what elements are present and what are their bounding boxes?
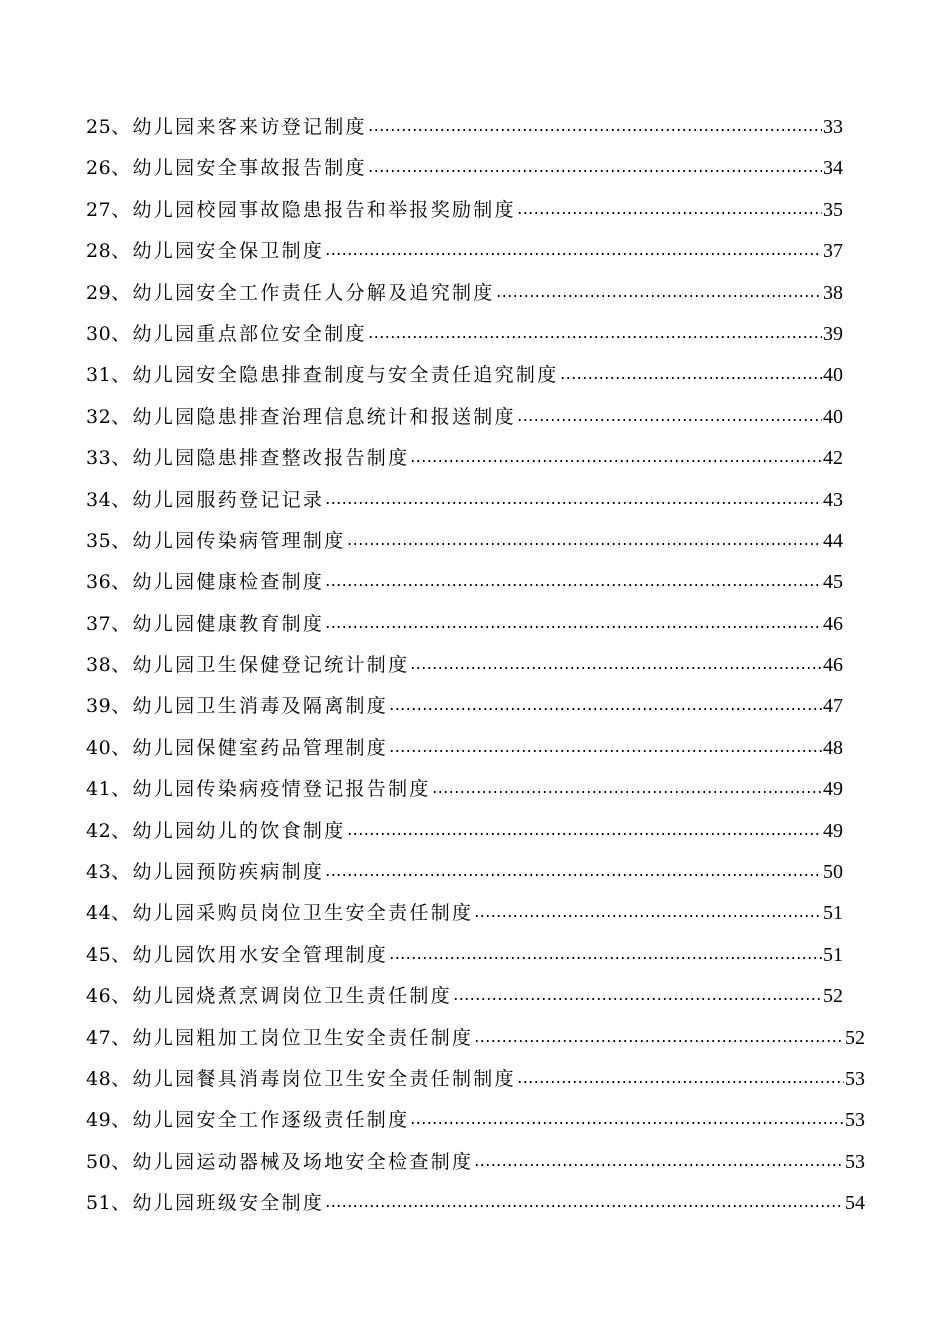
toc-entry-page-number: 43 — [823, 488, 843, 511]
toc-entry[interactable] — [86, 480, 886, 521]
toc-entry[interactable] — [86, 190, 886, 231]
toc-entry[interactable] — [86, 976, 886, 1017]
dot-leader — [496, 273, 822, 314]
toc-entry-title: 幼儿园重点部位安全制度 — [132, 322, 367, 345]
toc-entry-number: 39 — [86, 695, 112, 718]
toc-entry-separator: 、 — [111, 488, 133, 511]
toc-entry-separator: 、 — [111, 571, 133, 594]
toc-entry-separator: 、 — [111, 861, 133, 884]
toc-entry-title: 幼儿园健康检查制度 — [132, 571, 325, 594]
toc-entry[interactable] — [86, 397, 886, 438]
toc-entry[interactable] — [86, 935, 886, 976]
toc-entry-page-number: 53 — [845, 1067, 865, 1090]
toc-entry[interactable] — [86, 604, 886, 645]
toc-entry-title: 幼儿园隐患排查治理信息统计和报送制度 — [132, 405, 516, 428]
dot-leader — [325, 562, 822, 603]
toc-entry-number: 28 — [86, 240, 112, 263]
toc-entry-separator: 、 — [111, 240, 133, 263]
dot-leader — [389, 935, 822, 976]
toc-entry-heading — [86, 645, 409, 686]
toc-entry-separator: 、 — [111, 198, 133, 221]
toc-entry-number: 32 — [86, 405, 112, 428]
dot-leader — [325, 1183, 844, 1224]
toc-entry-separator: 、 — [111, 736, 133, 759]
toc-entry-number: 46 — [86, 985, 112, 1008]
toc-entry-title: 幼儿园烧煮烹调岗位卫生责任制度 — [132, 985, 453, 1008]
toc-entry-number: 51 — [86, 1192, 112, 1215]
toc-entry-title: 幼儿园饮用水安全管理制度 — [132, 943, 389, 966]
toc-entry-separator: 、 — [111, 1150, 133, 1173]
dot-leader — [389, 686, 822, 727]
toc-entry-heading — [86, 397, 516, 438]
toc-entry-page-number: 34 — [823, 157, 843, 180]
toc-entry-page-number: 40 — [823, 364, 843, 387]
toc-entry-number: 48 — [86, 1067, 112, 1090]
toc-entry-number: 50 — [86, 1150, 112, 1173]
dot-leader — [347, 811, 822, 852]
toc-entry-page-number: 50 — [823, 861, 843, 884]
dot-leader — [347, 521, 822, 562]
toc-entry[interactable] — [86, 438, 886, 479]
toc-entry-separator: 、 — [111, 447, 133, 470]
toc-entry-heading — [86, 1183, 324, 1224]
dot-leader — [453, 976, 822, 1017]
toc-entry-page-number: 44 — [823, 529, 843, 552]
toc-entry[interactable] — [86, 273, 886, 314]
toc-entry-title: 幼儿园卫生保健登记统计制度 — [132, 654, 410, 677]
toc-entry-page-number: 51 — [823, 902, 843, 925]
dot-leader — [410, 645, 822, 686]
toc-entry-heading — [86, 480, 324, 521]
toc-entry-separator: 、 — [111, 943, 133, 966]
toc-entry-title: 幼儿园餐具消毒岗位卫生安全责任制制度 — [132, 1067, 516, 1090]
toc-entry-page-number: 37 — [823, 240, 843, 263]
toc-entry[interactable] — [86, 1018, 886, 1059]
toc-entry[interactable] — [86, 811, 886, 852]
toc-entry-heading — [86, 521, 346, 562]
toc-entry-number: 31 — [86, 364, 112, 387]
toc-entry-heading — [86, 852, 324, 893]
toc-entry-heading — [86, 1018, 473, 1059]
dot-leader — [474, 1018, 844, 1059]
toc-entry-title: 幼儿园健康教育制度 — [132, 612, 325, 635]
toc-entry[interactable] — [86, 314, 886, 355]
toc-entry-page-number: 52 — [845, 1026, 865, 1049]
toc-entry-number: 43 — [86, 861, 112, 884]
toc-entry-heading — [86, 1059, 516, 1100]
dot-leader — [389, 728, 822, 769]
toc-entry-separator: 、 — [111, 1192, 133, 1215]
toc-entry-number: 47 — [86, 1026, 112, 1049]
toc-entry-separator: 、 — [111, 985, 133, 1008]
toc-entry-number: 40 — [86, 736, 112, 759]
toc-entry-page-number: 46 — [823, 612, 843, 635]
toc-entry-page-number: 38 — [823, 281, 843, 304]
table-of-contents — [86, 107, 886, 1225]
toc-entry-number: 25 — [86, 116, 112, 138]
toc-entry[interactable] — [86, 1059, 886, 1100]
toc-entry-heading — [86, 148, 367, 189]
toc-entry-separator: 、 — [111, 778, 133, 801]
toc-entry-heading — [86, 1142, 473, 1183]
toc-entry-page-number: 49 — [823, 778, 843, 801]
toc-entry-separator: 、 — [111, 405, 133, 428]
dot-leader — [432, 769, 822, 810]
toc-entry-number: 44 — [86, 902, 112, 925]
toc-entry-number: 42 — [86, 819, 112, 842]
toc-entry-separator: 、 — [111, 695, 133, 718]
toc-entry-separator: 、 — [111, 819, 133, 842]
toc-entry-separator: 、 — [111, 116, 133, 138]
toc-entry-separator: 、 — [111, 1109, 133, 1132]
toc-entry[interactable] — [86, 355, 886, 396]
toc-entry-page-number: 33 — [823, 116, 843, 138]
toc-entry-number: 30 — [86, 322, 112, 345]
toc-entry-number: 29 — [86, 281, 112, 304]
toc-entry-title: 幼儿园校园事故隐患报告和举报奖励制度 — [132, 198, 516, 221]
toc-entry-separator: 、 — [111, 529, 133, 552]
toc-entry-heading — [86, 562, 324, 603]
toc-entry[interactable] — [86, 562, 886, 603]
toc-entry-heading — [86, 1100, 409, 1141]
toc-entry-number: 41 — [86, 778, 112, 801]
toc-entry-page-number: 48 — [823, 736, 843, 759]
dot-leader — [410, 1100, 844, 1141]
toc-entry-title: 幼儿园粗加工岗位卫生安全责任制度 — [132, 1026, 474, 1049]
toc-entry-page-number: 53 — [845, 1150, 865, 1173]
toc-entry-heading — [86, 935, 388, 976]
toc-entry[interactable] — [86, 728, 886, 769]
toc-entry-page-number: 46 — [823, 654, 843, 677]
toc-entry[interactable] — [86, 1100, 886, 1141]
toc-entry-title: 幼儿园保健室药品管理制度 — [132, 736, 389, 759]
toc-entry-heading — [86, 355, 559, 396]
toc-entry-title: 幼儿园来客来访登记制度 — [132, 116, 367, 138]
toc-entry-page-number: 54 — [845, 1192, 865, 1215]
toc-entry-number: 35 — [86, 529, 112, 552]
dot-leader — [325, 852, 822, 893]
toc-entry-page-number: 42 — [823, 447, 843, 470]
toc-entry-title: 幼儿园卫生消毒及隔离制度 — [132, 695, 389, 718]
toc-entry-title: 幼儿园班级安全制度 — [132, 1192, 325, 1215]
toc-entry[interactable] — [86, 686, 886, 727]
dot-leader — [368, 314, 822, 355]
dot-leader — [517, 190, 822, 231]
toc-entry[interactable] — [86, 148, 886, 189]
toc-entry-page-number: 52 — [823, 985, 843, 1008]
toc-entry[interactable] — [86, 645, 886, 686]
toc-entry-separator: 、 — [111, 322, 133, 345]
toc-entry-title: 幼儿园运动器械及场地安全检查制度 — [132, 1150, 474, 1173]
toc-entry-title: 幼儿园预防疾病制度 — [132, 861, 325, 884]
toc-entry-heading — [86, 231, 324, 272]
toc-entry-title: 幼儿园传染病疫情登记报告制度 — [132, 778, 431, 801]
dot-leader — [325, 604, 822, 645]
toc-entry-number: 38 — [86, 654, 112, 677]
toc-entry-page-number: 51 — [823, 943, 843, 966]
toc-entry-heading — [86, 976, 452, 1017]
toc-entry-separator: 、 — [111, 364, 133, 387]
toc-entry-title: 幼儿园安全工作责任人分解及追究制度 — [132, 281, 495, 304]
toc-entry-number: 37 — [86, 612, 112, 635]
toc-entry-number: 49 — [86, 1109, 112, 1132]
toc-entry-heading — [86, 769, 431, 810]
toc-entry-number: 26 — [86, 157, 112, 180]
dot-leader — [368, 107, 822, 148]
toc-entry[interactable] — [86, 107, 886, 148]
toc-entry[interactable] — [86, 521, 886, 562]
toc-entry-title: 幼儿园采购员岗位卫生安全责任制度 — [132, 902, 474, 925]
toc-entry[interactable] — [86, 893, 886, 934]
toc-entry-heading — [86, 190, 516, 231]
toc-entry[interactable] — [86, 769, 886, 810]
toc-entry-heading — [86, 107, 367, 148]
dot-leader — [517, 397, 822, 438]
toc-entry-number: 33 — [86, 447, 112, 470]
toc-entry-heading — [86, 604, 324, 645]
toc-entry-title: 幼儿园传染病管理制度 — [132, 529, 346, 552]
toc-entry-title: 幼儿园安全隐患排查制度与安全责任追究制度 — [132, 364, 559, 387]
toc-entry-heading — [86, 438, 409, 479]
toc-entry-separator: 、 — [111, 1067, 133, 1090]
toc-entry-heading — [86, 893, 473, 934]
toc-entry-page-number: 45 — [823, 571, 843, 594]
toc-entry-separator: 、 — [111, 612, 133, 635]
toc-entry-separator: 、 — [111, 281, 133, 304]
toc-entry-number: 27 — [86, 198, 112, 221]
toc-entry-heading — [86, 686, 388, 727]
dot-leader — [517, 1059, 844, 1100]
toc-entry-title: 幼儿园安全工作逐级责任制度 — [132, 1109, 410, 1132]
toc-entry-number: 45 — [86, 943, 112, 966]
toc-entry-page-number: 35 — [823, 198, 843, 221]
toc-entry-number: 36 — [86, 571, 112, 594]
dot-leader — [474, 1142, 844, 1183]
toc-entry[interactable] — [86, 1142, 886, 1183]
toc-entry-number: 34 — [86, 488, 112, 511]
toc-entry-heading — [86, 314, 367, 355]
toc-entry-title: 幼儿园隐患排查整改报告制度 — [132, 447, 410, 470]
toc-entry-heading — [86, 273, 495, 314]
toc-entry-page-number: 53 — [845, 1109, 865, 1132]
toc-entry[interactable] — [86, 231, 886, 272]
toc-entry-heading — [86, 728, 388, 769]
dot-leader — [368, 148, 822, 189]
toc-entry-title: 幼儿园服药登记记录 — [132, 488, 325, 511]
toc-entry-separator: 、 — [111, 157, 133, 180]
toc-entry-page-number: 47 — [823, 695, 843, 718]
dot-leader — [560, 355, 822, 396]
toc-entry-heading — [86, 811, 346, 852]
dot-leader — [474, 893, 822, 934]
toc-entry-title: 幼儿园安全事故报告制度 — [132, 157, 367, 180]
toc-entry-page-number: 39 — [823, 322, 843, 345]
toc-entry-title: 幼儿园安全保卫制度 — [132, 240, 325, 263]
toc-entry-page-number: 49 — [823, 819, 843, 842]
toc-entry[interactable] — [86, 1183, 886, 1224]
toc-entry-separator: 、 — [111, 654, 133, 677]
toc-entry-title: 幼儿园幼儿的饮食制度 — [132, 819, 346, 842]
dot-leader — [325, 231, 822, 272]
toc-entry-page-number: 40 — [823, 405, 843, 428]
toc-entry-separator: 、 — [111, 902, 133, 925]
dot-leader — [410, 438, 822, 479]
dot-leader — [325, 480, 822, 521]
toc-entry[interactable] — [86, 852, 886, 893]
toc-entry-separator: 、 — [111, 1026, 133, 1049]
